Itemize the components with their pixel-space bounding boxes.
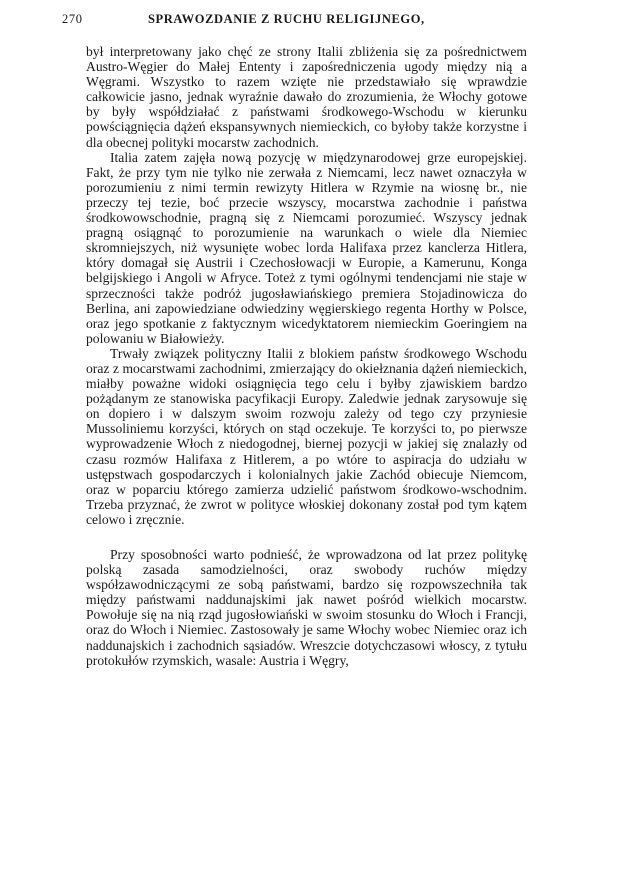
running-head [62, 12, 502, 28]
page-number: 270 [62, 12, 83, 26]
paragraph-3: Trwały związek polityczny Italii z blokiem państw środkowego Wschodu oraz z mocarstwami zachodnimi, zmierzający do okiełznania dążeń niemieckich, miałby poważne widoki osiągnięcia tego celu i byłby zjawiskiem bardzo pożądanym ze stanowiska pacyfikacji Europy. Zaledwie jednak zarysowuje się on dopiero i w dalszym swoim rozwoju zależy od tego czy przyniesie Mussoliniemu korzyści, których on stąd oczekuje. Te korzyści to, po pierwsze wyprowadzenie Włoch z niedogodnej, biernej pozycji w jakiej się znalazły od czasu rozmów Halifaxa z Hitlerem, a po wtóre to aspiracja do udziału w ustępstwach gospodarczych i kolonialnych jakie Zachód obiecuje Niemcom, oraz w poparciu którego zamierza udzielić państwom środkowo-wschodnim. Trzeba przyznać, że zwrot w polityce włoskiej dokonany został pod tym kątem celowo i zręcznie. [86, 345, 527, 527]
paragraph-4: Przy sposobności warto podnieść, że wprowadzona od lat przez politykę polską zasada samodzielności, oraz swobody ruchów między współzawodniczącymi ze sobą państwami, bardzo się rozpowszechniła tak między państwami naddunajskimi jak nawet pośród wielkich mocarstw. Powołuje się na nią rząd jugosłowiański w swoim stosunku do Włoch i Francji, oraz do Włoch i Niemiec. Zastosowały je same Włochy wobec Niemiec oraz ich naddunajskich i zachodnich sąsiadów. Wreszcie dotychczasowi włoscy, z tytułu protokułów rzymskich, wasale: Austria i Węgry, [86, 547, 527, 668]
body-text [86, 44, 527, 668]
paragraph-2: Italia zatem zajęła nową pozycję w międzynarodowej grze europejskiej. Fakt, że przy tym nie tylko nie zerwała z Niemcami, lecz nawet oznaczyła w porozumieniu z nimi termin rewizyty Hitlera w Rzymie na wiosnę br., nie przeczy tej tezie, boć przecie wszyscy, mocarstwa zachodnie i państwa środkowowschodnie, pragną się z Niemcami porozumieć. Wszyscy jednak pragną osiągnąć to porozumienie na warunkach o wiele dla Niemiec skromniejszych, niż wysunięte wobec lorda Halifaxa przez kanclerza Hitlera, który domagał się Austrii i Czechosłowacji w Europie, a Kamerunu, Konga belgijskiego i Angoli w Afryce. Toteż z tymi ogólnymi tendencjami nie staje w sprzeczności także podróż jugosławiańskiego premiera Stojadinowicza do Berlina, ani zapowiedziane odwiedziny węgierskiego regenta Horthy w Polsce, oraz jego spotkanie z faktycznym wicedyktatorem niemieckim Goeringiem na polowaniu w Białowieży. [86, 149, 527, 346]
running-title: SPRAWOZDANIE Z RUCHU RELIGIJNEGO, [148, 12, 425, 26]
paragraph-1: był interpretowany jako chęć ze strony Italii zbliżenia się za pośrednictwem Austro-Węgier do Małej Ententy i zapośredniczenia ugody między nią a Węgrami. Wszystko to razem wzięte nie przedstawiało się wprawdzie całkowicie jasno, jednak wyraźnie dawało do zrozumienia, że Włochy gotowe by były współdziałać z państwami środkowego-Wschodu w kierunku powściągnięcia dążeń ekspansywnych niemieckich, co byłoby także korzystne i dla obecnej polityki mocarstw zachodnich. [86, 44, 527, 150]
